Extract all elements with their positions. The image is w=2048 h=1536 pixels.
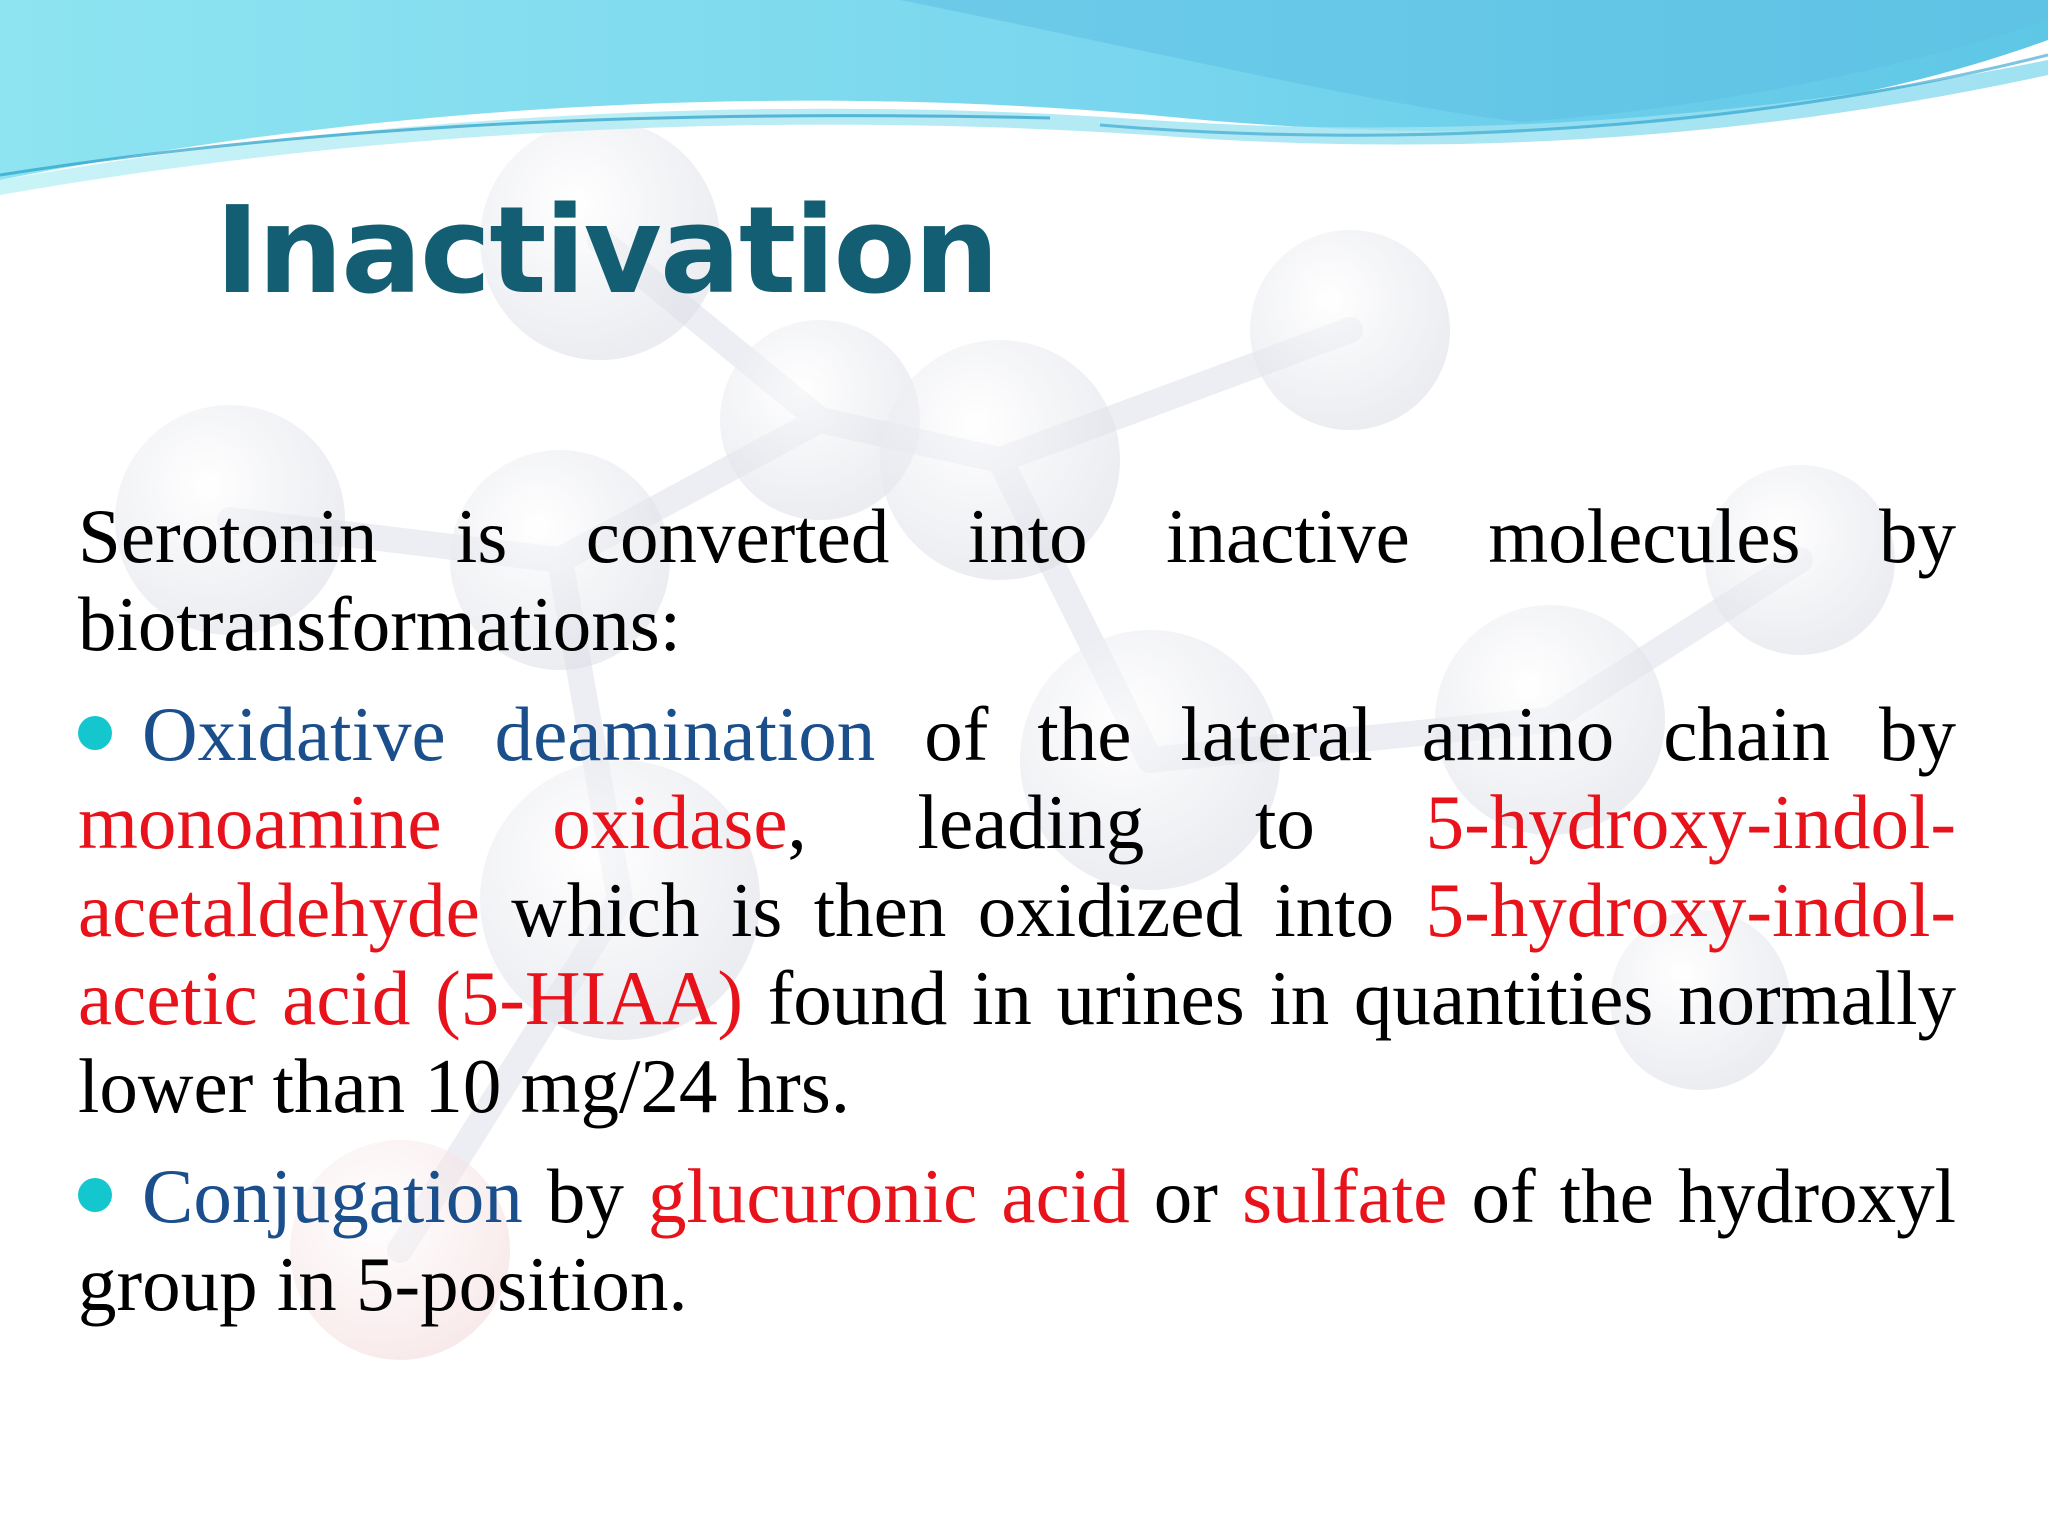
term-acetaldehyde: 5-hydroxy-indol-acetaldehyde — [78, 779, 1956, 953]
bullet1-text-1: of the lateral amino chain by — [875, 691, 1956, 777]
intro-paragraph — [78, 492, 1956, 668]
slide-body — [78, 492, 1956, 1328]
term-glucuronic-acid: glucuronic acid — [648, 1153, 1130, 1239]
bullet-item-oxidative-deamination — [78, 690, 1956, 1130]
bullet2-text-2: or — [1129, 1153, 1243, 1239]
bullet1-text-4: found in urines in quantities normally lower than 10 mg/24 hrs. — [78, 955, 1956, 1129]
bullet-dot-icon — [78, 1178, 112, 1212]
slide-title: Inactivation — [215, 182, 998, 321]
bullet2-text-1: by — [522, 1153, 648, 1239]
bullet2-text-3: of the hydroxyl group in 5-position. — [78, 1153, 1956, 1327]
term-conjugation: Conjugation — [142, 1153, 523, 1239]
bullet-item-conjugation — [78, 1152, 1956, 1328]
bullet1-text-2: , leading to — [787, 779, 1426, 865]
term-oxidative-deamination: Oxidative deamination — [142, 691, 876, 777]
bullet1-text-3: which is then oxidized into — [479, 867, 1426, 953]
intro-text: Serotonin is converted into inactive molecules by biotransformations: — [78, 493, 1956, 667]
term-5-hiaa: 5-hydroxy-indol-acetic acid (5-HIAA) — [78, 867, 1956, 1041]
bullet-dot-icon — [78, 716, 112, 750]
term-sulfate: sulfate — [1242, 1153, 1448, 1239]
term-monoamine-oxidase: monoamine oxidase — [78, 779, 788, 865]
